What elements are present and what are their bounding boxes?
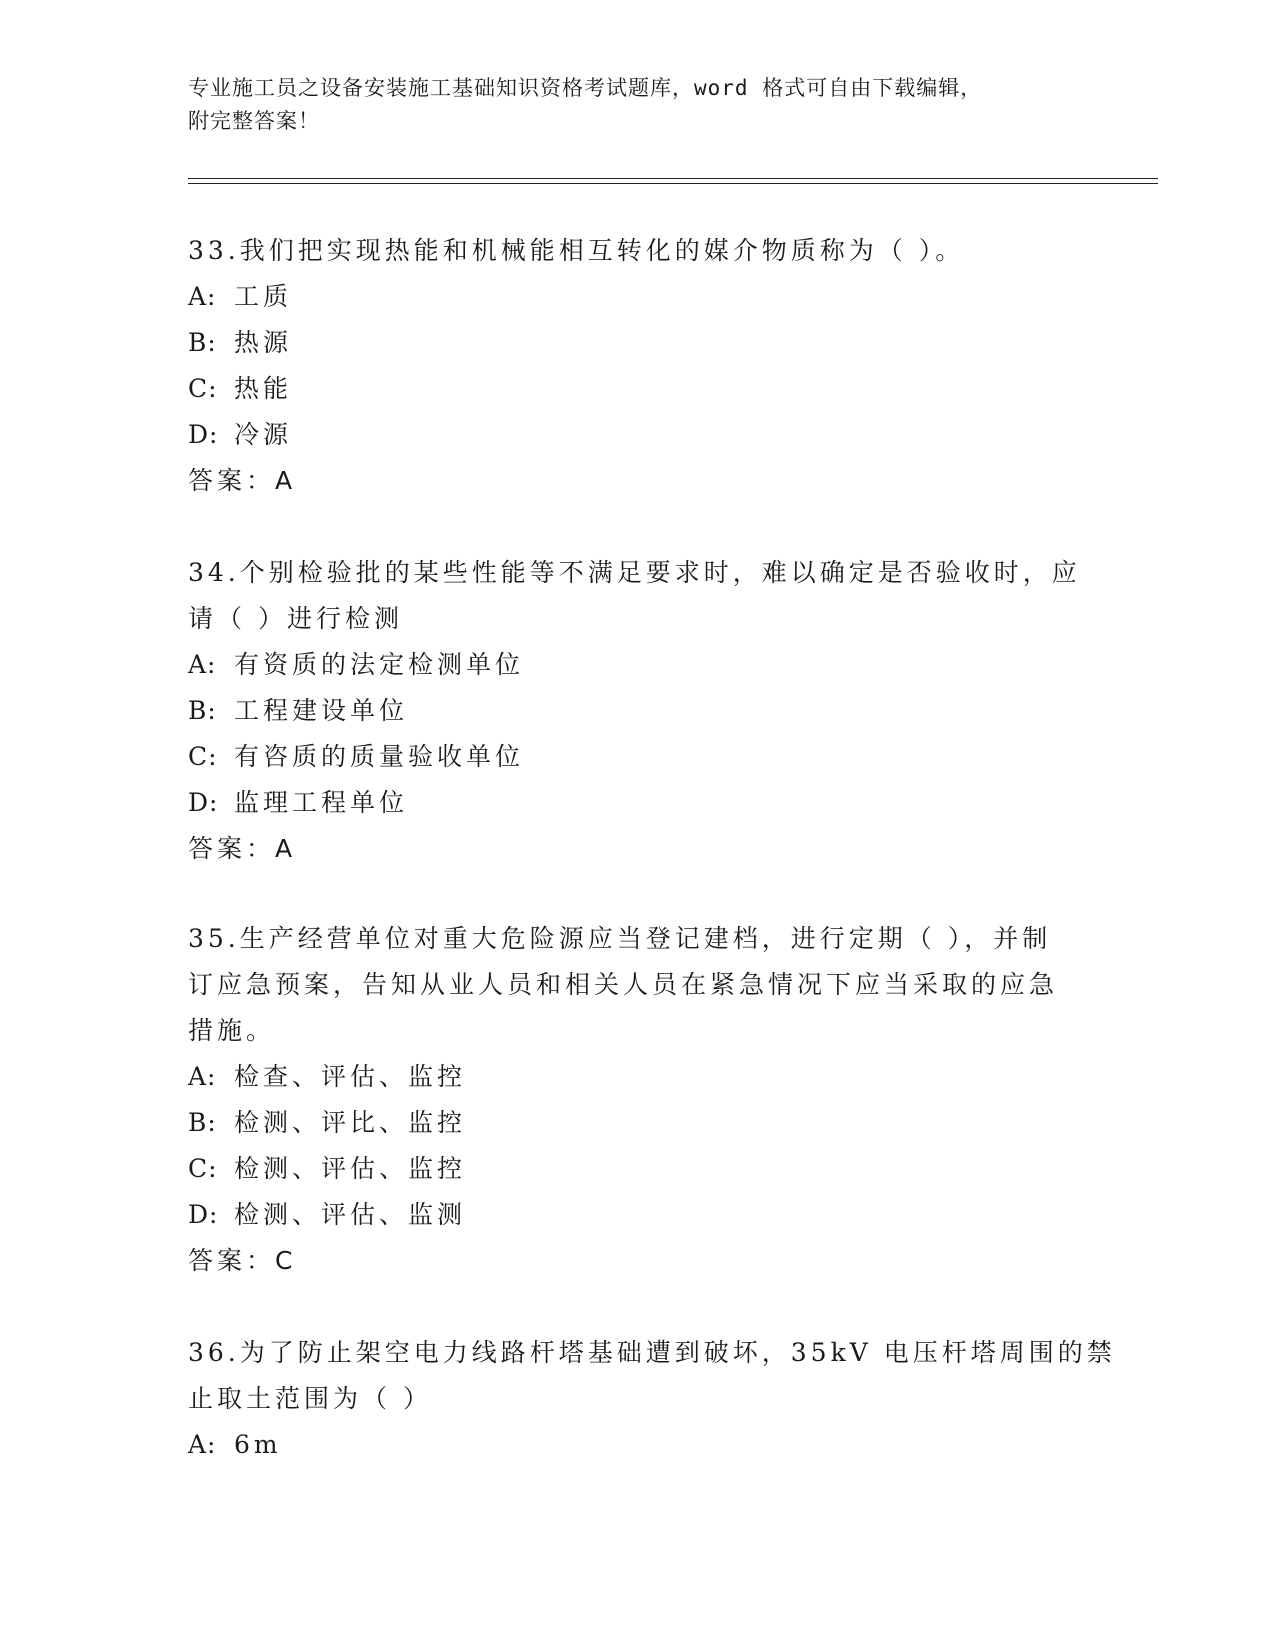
question-stem	[188, 228, 1088, 274]
option-text: 冷源	[234, 420, 293, 449]
question-stem-line: 止取土范围为（ ）	[188, 1384, 432, 1413]
option-letter: A:	[188, 282, 217, 311]
option-text: 监理工程单位	[234, 788, 409, 817]
option-letter: D:	[188, 1200, 219, 1229]
question-stem-line: 订应急预案，告知从业人员和相关人员在紧急情况下应当采取的应急	[188, 970, 1059, 999]
question-33	[188, 228, 1088, 504]
option-text: 检查、评估、监控	[234, 1062, 467, 1091]
question-35	[188, 916, 1088, 1284]
document-header	[188, 72, 1088, 138]
option-text: 热源	[234, 328, 293, 357]
option-text: 检测、评估、监测	[234, 1200, 467, 1229]
option-b	[188, 1100, 1088, 1146]
option-letter: B:	[188, 1108, 217, 1137]
option-c	[188, 734, 1088, 780]
option-d	[188, 412, 1088, 458]
question-stem-line: 35.生产经营单位对重大危险源应当登记建档，进行定期（ ），并制	[188, 924, 1052, 953]
option-b	[188, 688, 1088, 734]
question-36	[188, 1330, 1116, 1468]
answer-line: 答案：A	[188, 466, 297, 495]
option-letter: A:	[188, 1430, 217, 1459]
option-text: 工程建设单位	[234, 696, 409, 725]
option-letter: D:	[188, 788, 219, 817]
option-a	[188, 642, 1088, 688]
option-d	[188, 780, 1088, 826]
option-letter: C:	[188, 742, 218, 771]
option-a	[188, 1422, 1088, 1468]
header-line-2: 附完整答案！	[188, 109, 320, 133]
question-stem-line: 请（ ）进行检测	[188, 604, 403, 633]
option-text: 工质	[234, 282, 293, 311]
option-text: 检测、评估、监控	[234, 1154, 467, 1183]
option-c	[188, 1146, 1088, 1192]
header-divider-top	[188, 178, 1158, 179]
question-stem-line: 34.个别检验批的某些性能等不满足要求时，难以确定是否验收时，应	[188, 558, 1081, 587]
question-stem	[188, 1330, 1116, 1422]
answer-line: 答案：A	[188, 834, 297, 863]
header-divider-bottom	[188, 183, 1158, 184]
question-stem-line: 36.为了防止架空电力线路杆塔基础遭到破坏，35kV 电压杆塔周围的禁	[188, 1338, 1116, 1367]
header-line-1: 专业施工员之设备安装施工基础知识资格考试题库，word 格式可自由下载编辑，	[188, 76, 983, 100]
answer-line: 答案：C	[188, 1246, 297, 1275]
question-stem-line: 措施。	[188, 1016, 276, 1045]
option-text: 有咨质的质量验收单位	[234, 742, 525, 771]
option-letter: A:	[188, 1062, 217, 1091]
option-b	[188, 320, 1088, 366]
question-34	[188, 550, 1088, 872]
option-letter: C:	[188, 374, 218, 403]
option-letter: C:	[188, 1154, 218, 1183]
option-c	[188, 366, 1088, 412]
option-letter: A:	[188, 650, 217, 679]
option-a	[188, 274, 1088, 320]
option-text: 检测、评比、监控	[234, 1108, 467, 1137]
question-stem-line: 33.我们把实现热能和机械能相互转化的媒介物质称为（ ）。	[188, 236, 965, 265]
option-text: 热能	[234, 374, 293, 403]
question-stem	[188, 916, 1088, 1054]
option-letter: B:	[188, 328, 217, 357]
option-text: 有资质的法定检测单位	[234, 650, 525, 679]
option-d	[188, 1192, 1088, 1238]
option-text: 6m	[234, 1430, 282, 1459]
option-letter: D:	[188, 420, 219, 449]
question-stem	[188, 550, 1088, 642]
option-letter: B:	[188, 696, 217, 725]
option-a	[188, 1054, 1088, 1100]
